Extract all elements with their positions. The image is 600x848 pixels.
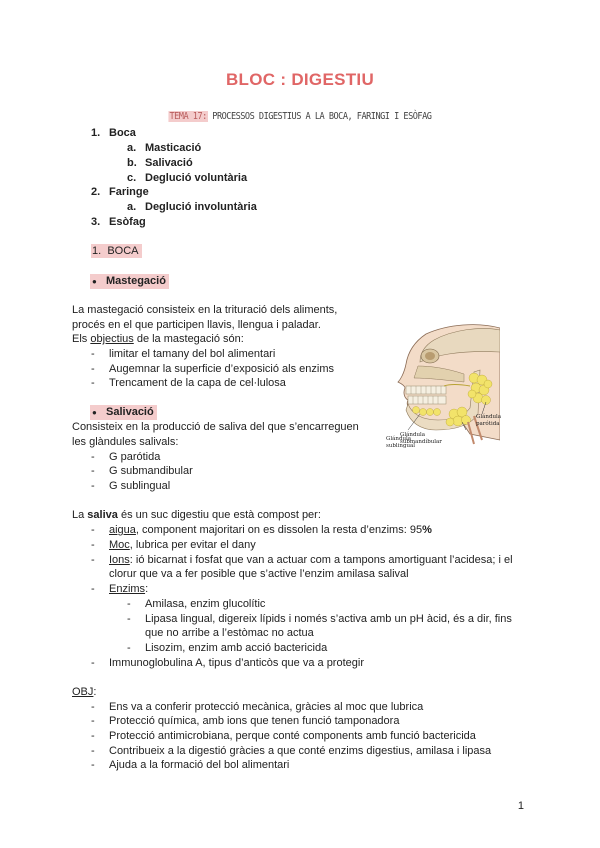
toc-item: Masticació bbox=[145, 142, 202, 154]
heading-text: Salivació bbox=[106, 406, 154, 418]
sub-list-item: Lisozim, enzim amb acció bactericida bbox=[145, 642, 328, 654]
heading-salivacio bbox=[90, 405, 157, 420]
text: : bbox=[145, 583, 149, 595]
dash: - bbox=[91, 539, 95, 551]
dash: - bbox=[91, 715, 95, 727]
text: : ió bicarnat i fosfat que van a actuar com a tampons amortiguant l’acidesa; i el bbox=[129, 554, 513, 566]
dash: - bbox=[91, 363, 95, 375]
dash: - bbox=[91, 701, 95, 713]
list-item: Ens va a conferir protecció mecànica, gràcies al moc que lubrica bbox=[109, 701, 424, 713]
label-line: Glándula bbox=[400, 432, 426, 438]
list-item bbox=[109, 523, 432, 537]
text: , lubrica per evitar el dany bbox=[129, 539, 256, 551]
underlined-word: Enzims bbox=[109, 583, 146, 595]
heading-text: Mastegació bbox=[106, 275, 166, 287]
document-subtitle bbox=[42, 111, 558, 122]
dash: - bbox=[91, 583, 95, 595]
paragraph: procés en el que participen llavis, llengua i paladar. bbox=[72, 319, 321, 331]
dash: - bbox=[91, 759, 95, 771]
paragraph bbox=[72, 508, 321, 522]
toc-item: Esòfag bbox=[109, 216, 146, 228]
underlined-word: Moc bbox=[109, 539, 130, 551]
subtitle-text: PROCESSOS DIGESTIUS A LA BOCA, FARINGI I ESÒFAG bbox=[207, 111, 432, 122]
section-number: 1. bbox=[92, 245, 102, 257]
toc-item: Boca bbox=[109, 127, 136, 139]
dash: - bbox=[91, 451, 95, 463]
label-line: sublingual bbox=[386, 443, 416, 449]
underlined-word: aigua bbox=[109, 524, 136, 536]
toc-num: b. bbox=[127, 157, 137, 169]
bold-text: % bbox=[422, 524, 432, 536]
text: La bbox=[72, 509, 88, 521]
list-item: G sublingual bbox=[109, 480, 171, 492]
list-item: G submandibular bbox=[109, 465, 193, 477]
underlined-word: OBJ bbox=[72, 686, 94, 698]
document-title: BLOC : DIGESTIU bbox=[225, 70, 375, 89]
sub-list-item: Amilasa, enzim glucolític bbox=[145, 598, 266, 610]
list-item: Trencament de la capa de cel·lulosa bbox=[109, 377, 286, 389]
paragraph bbox=[72, 332, 244, 346]
toc-item: Deglució voluntària bbox=[145, 172, 248, 184]
toc-item: Deglució involuntària bbox=[145, 201, 257, 213]
list-item: Protecció química, amb ions que tenen funció tamponadora bbox=[109, 715, 400, 727]
subtitle-prefix: TEMA 17: bbox=[169, 111, 207, 122]
dash: - bbox=[91, 465, 95, 477]
obj-heading bbox=[72, 685, 96, 699]
page-number: 1 bbox=[517, 800, 524, 812]
dash: - bbox=[127, 642, 131, 654]
list-item: Contribueix a la digestió gràcies a que conté enzims digestius, amilasa i lipasa bbox=[109, 745, 492, 757]
figure-label-sublingual bbox=[386, 436, 415, 450]
bullet-icon: ● bbox=[92, 408, 97, 417]
list-item: Augemnar la superficie d’exposició als enzims bbox=[109, 363, 334, 375]
dash: - bbox=[91, 377, 95, 389]
list-item: Ajuda a la formació del bol alimentari bbox=[109, 759, 290, 771]
dash: - bbox=[127, 598, 131, 610]
underlined-word: Ions bbox=[109, 554, 130, 566]
list-item-continuation: clorur que va a fer posible que s’active l’enzim amilasa salival bbox=[109, 568, 409, 580]
text: de la mastegació són: bbox=[133, 333, 244, 345]
toc-num: 2. bbox=[91, 186, 101, 198]
paragraph: Consisteix en la producció de saliva del que s’encarreguen bbox=[72, 421, 359, 433]
toc-item: Faringe bbox=[109, 186, 149, 198]
dash: - bbox=[91, 657, 95, 669]
heading-mastegacio bbox=[90, 274, 169, 289]
dash: - bbox=[91, 745, 95, 757]
paragraph: les glàndules salivals: bbox=[72, 436, 179, 448]
label-line: submandíbular bbox=[400, 439, 442, 445]
toc-num: a. bbox=[127, 201, 137, 213]
label-line: Glándula bbox=[476, 414, 502, 420]
list-item: limitar el tamany del bol alimentari bbox=[109, 348, 276, 360]
dash: - bbox=[91, 554, 95, 566]
list-item: Protecció antimicrobiana, perque conté components amb funció bactericida bbox=[109, 730, 476, 742]
list-item bbox=[109, 582, 148, 596]
label-line: Glándula bbox=[386, 436, 412, 442]
paragraph: La mastegació consisteix en la trituració dels aliments, bbox=[72, 304, 338, 316]
toc-num: c. bbox=[127, 172, 137, 184]
text: és un suc digestiu que està compost per: bbox=[117, 509, 321, 521]
bold-word: saliva bbox=[87, 509, 118, 521]
sub-list-item-continuation: que no arribe a l’estòmac no actua bbox=[145, 627, 314, 639]
list-item bbox=[109, 553, 513, 567]
toc-item: Salivació bbox=[145, 157, 193, 169]
text: Els bbox=[72, 333, 91, 345]
dash: - bbox=[91, 524, 95, 536]
dash: - bbox=[91, 348, 95, 360]
section-label: BOCA bbox=[107, 245, 139, 257]
dash: - bbox=[127, 613, 131, 625]
text: , component majoritari on es dissolen la resta d’enzims: 95 bbox=[135, 524, 423, 536]
section-heading-boca bbox=[91, 244, 142, 258]
bullet-icon: ● bbox=[92, 277, 97, 286]
sub-list-item: Lipasa lingual, digereix lípids i només s’activa amb un pH àcid, és a dir, fins bbox=[145, 613, 512, 625]
label-line: parótida bbox=[476, 421, 500, 427]
text: : bbox=[93, 686, 97, 698]
list-item bbox=[109, 538, 256, 552]
dash: - bbox=[91, 480, 95, 492]
list-item: Immunoglobulina A, tipus d’anticòs que va a protegir bbox=[109, 657, 364, 669]
underlined-word: objectius bbox=[90, 333, 134, 345]
toc-num: 1. bbox=[91, 127, 101, 139]
list-item: G parótida bbox=[109, 451, 161, 463]
toc-num: 3. bbox=[91, 216, 101, 228]
toc-num: a. bbox=[127, 142, 137, 154]
figure-label-parotida bbox=[476, 414, 501, 428]
dash: - bbox=[91, 730, 95, 742]
salivary-glands-figure bbox=[378, 322, 500, 460]
